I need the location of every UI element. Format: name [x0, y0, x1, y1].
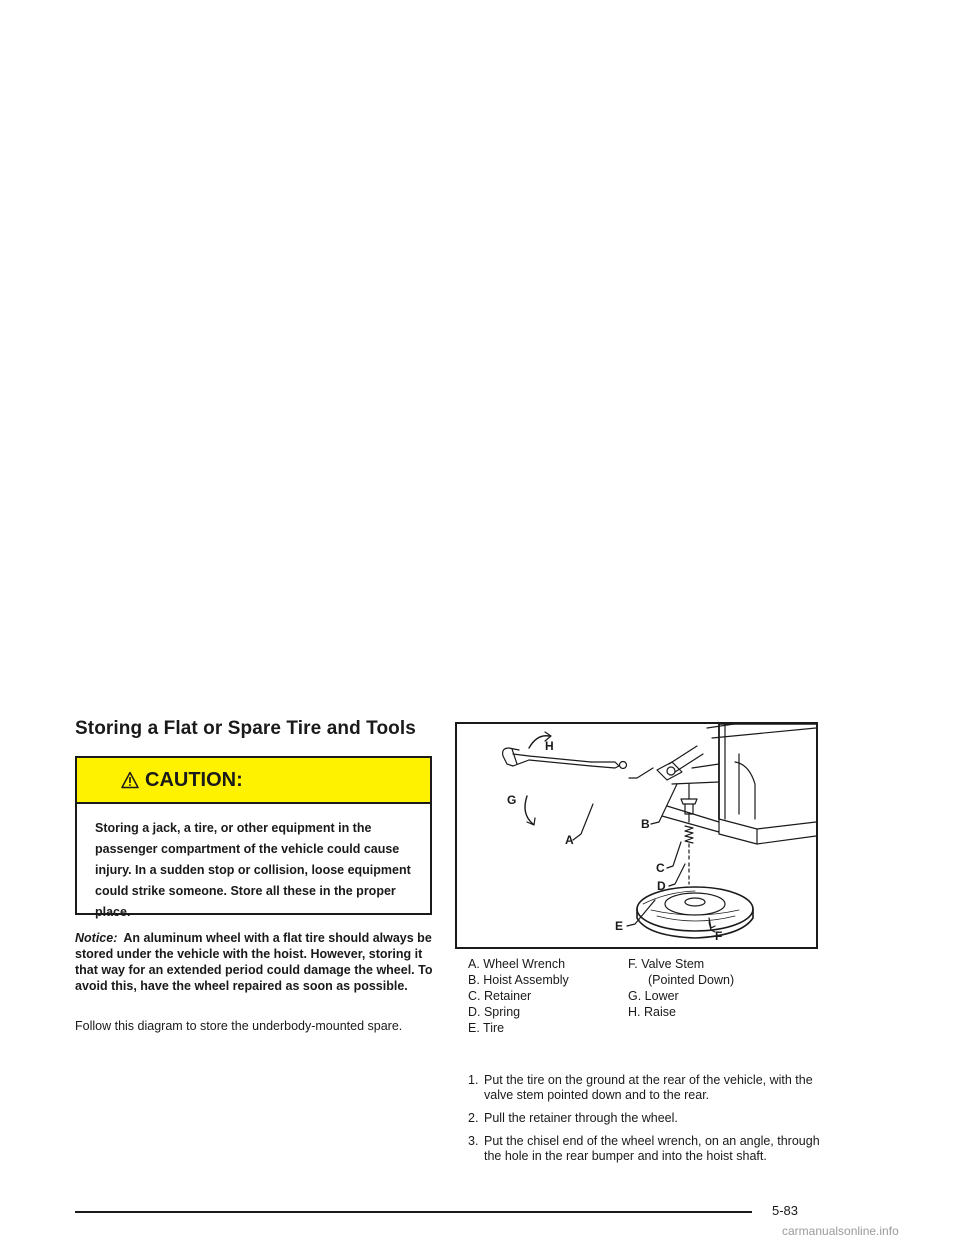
legend-item: E. Tire	[468, 1021, 505, 1035]
watermark: carmanualsonline.info	[782, 1224, 899, 1238]
legend-left	[468, 956, 569, 1036]
legend-item: C. Retainer	[468, 989, 532, 1003]
callout-e: E	[615, 919, 624, 933]
callout-a: A	[565, 833, 574, 847]
instruction-steps	[468, 1073, 823, 1172]
step-text: Put the tire on the ground at the rear of the vehicle, with the valve stem pointed down and to the rear.	[484, 1073, 813, 1102]
legend-item: F. Valve Stem	[628, 957, 705, 971]
callout-h: H	[545, 739, 554, 753]
callout-f: F	[715, 929, 723, 943]
step-item	[468, 1073, 823, 1103]
caution-header	[77, 758, 430, 804]
step-item	[468, 1111, 823, 1126]
notice-text: An aluminum wheel with a flat tire should always be stored under the vehicle with the hoist. However, storing it that way for an extended period could damage the wheel. To avoid this, have the wheel repaired as soon as possible.	[75, 931, 433, 993]
caution-title: CAUTION:	[145, 768, 243, 791]
caution-box	[75, 756, 432, 919]
page-number: 5-83	[772, 1203, 799, 1218]
notice-paragraph	[75, 930, 435, 994]
legend-item: G. Lower	[628, 989, 679, 1003]
step-number: 2.	[468, 1111, 479, 1125]
legend-item: H. Raise	[628, 1005, 676, 1019]
section-heading: Storing a Flat or Spare Tire and Tools	[75, 718, 416, 739]
caution-triangle-icon	[121, 771, 139, 789]
legend-item: (Pointed Down)	[648, 973, 735, 987]
notice-label: Notice:	[75, 931, 118, 945]
callout-d: D	[657, 879, 666, 893]
step-number: 1.	[468, 1073, 479, 1087]
spare-tire-diagram	[455, 722, 818, 949]
step-number: 3.	[468, 1134, 479, 1148]
footer-rule	[75, 1211, 752, 1213]
intro-paragraph: Follow this diagram to store the underbody-mounted spare.	[75, 1019, 403, 1033]
step-item	[468, 1134, 823, 1164]
caution-text: Storing a jack, a tire, or other equipment in the passenger compartment of the vehicle could cause injury. In a sudden stop or collision, loose equipment could strike someone. Store all these in the proper place.	[95, 821, 411, 919]
step-text: Put the chisel end of the wheel wrench, on an angle, through the hole in the rear bumper and into the hoist shaft.	[484, 1134, 820, 1163]
callout-g: G	[507, 793, 517, 807]
spare-tire-illustration	[457, 724, 816, 947]
legend-item: D. Spring	[468, 1005, 521, 1019]
callout-b: B	[641, 817, 650, 831]
legend-right	[628, 956, 734, 1020]
legend-item: A. Wheel Wrench	[468, 957, 566, 971]
legend-item: B. Hoist Assembly	[468, 973, 569, 987]
callout-c: C	[656, 861, 665, 875]
step-text: Pull the retainer through the wheel.	[484, 1111, 678, 1125]
